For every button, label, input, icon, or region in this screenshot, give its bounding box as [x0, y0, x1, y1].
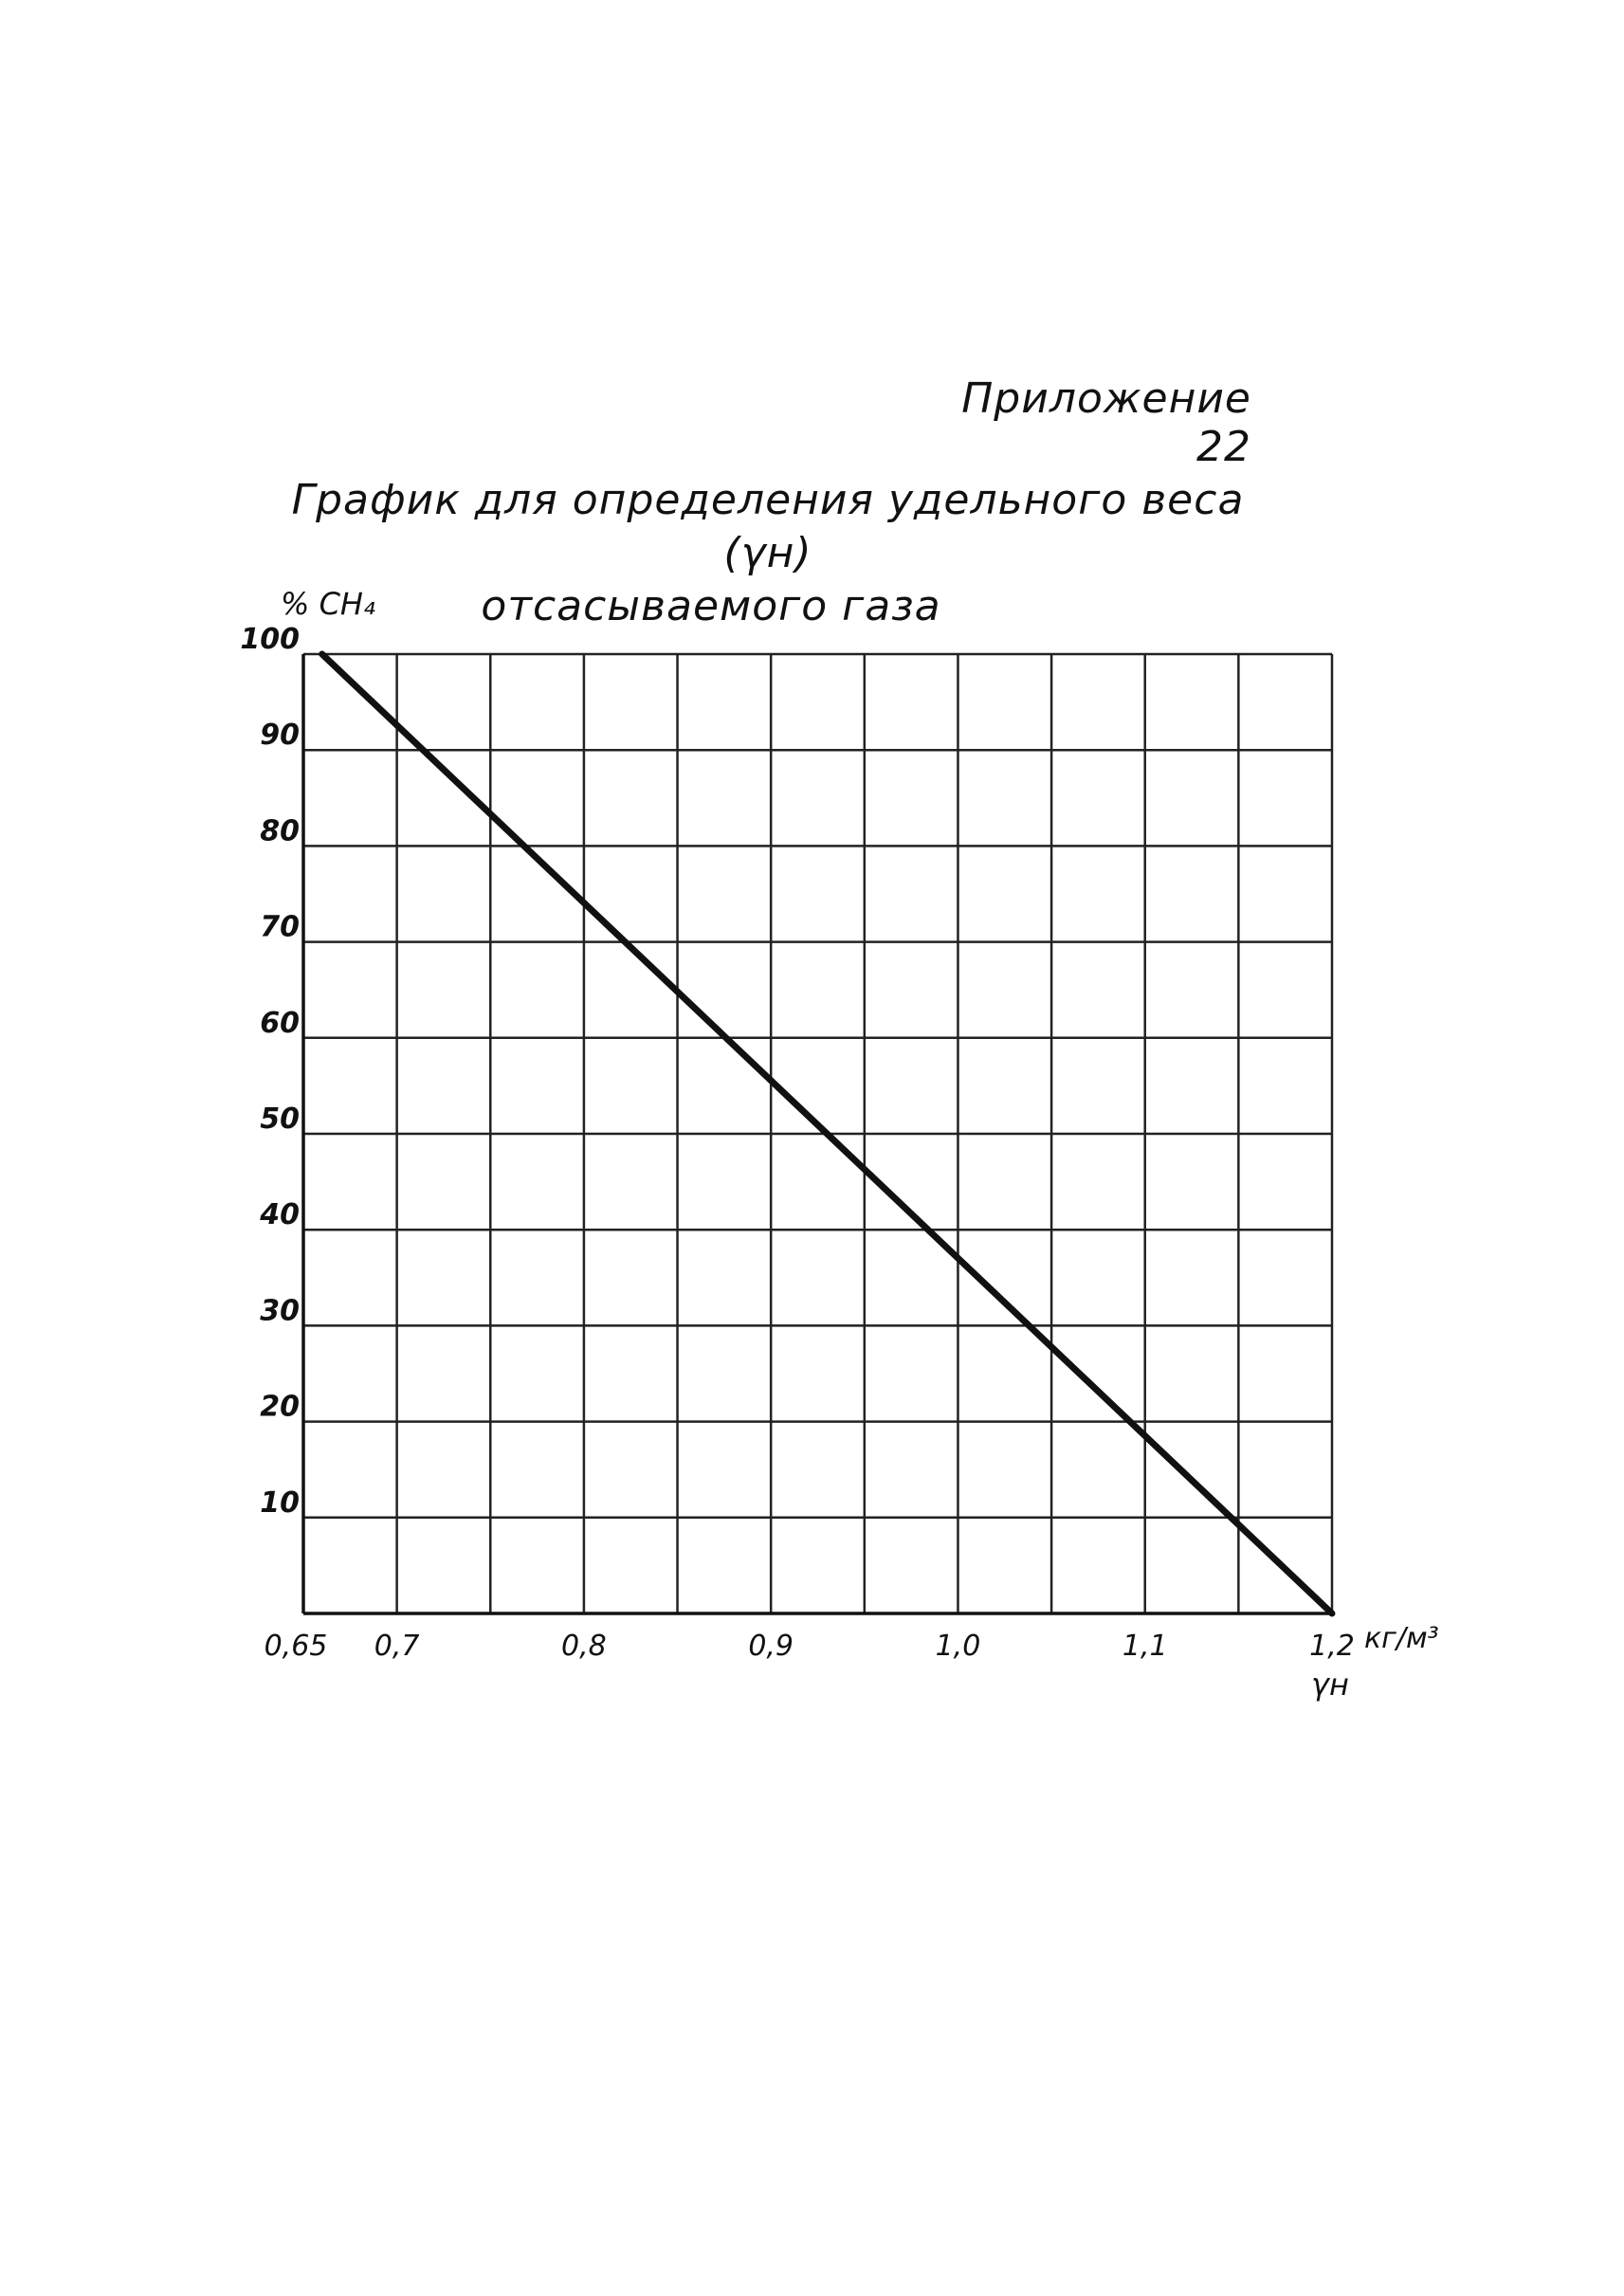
y-axis-label: % CH₄ [281, 586, 375, 622]
y-tick-label-2: 30 [260, 1294, 300, 1328]
chart-title-line1: График для определения удельного веса (γн) [291, 476, 1245, 577]
appendix-label: Приложение 22 [961, 374, 1251, 471]
x-tick-label-1: 0,7 [374, 1630, 420, 1663]
x-tick-label-5: 1,1 [1122, 1630, 1168, 1663]
x-axis-label: γн [1311, 1667, 1349, 1703]
y-tick-label-4: 50 [260, 1102, 300, 1136]
y-tick-label-1: 20 [260, 1390, 300, 1424]
y-tick-label-6: 70 [260, 910, 300, 944]
y-tick-label-9: 100 [240, 623, 300, 656]
x-unit-label: кг/м³ [1364, 1622, 1439, 1655]
x-tick-label-4: 1,0 [935, 1630, 981, 1663]
y-tick-label-8: 90 [260, 719, 300, 753]
y-tick-label-0: 10 [260, 1485, 300, 1520]
x-tick-label-3: 0,9 [748, 1630, 794, 1663]
x-tick-label-2: 0,8 [561, 1630, 607, 1663]
chart-title-line2: отсасываемого газа [481, 582, 941, 630]
y-tick-label-3: 40 [260, 1198, 300, 1232]
y-tick-label-5: 60 [260, 1006, 300, 1040]
x-tick-label-0: 0,65 [264, 1630, 328, 1663]
x-tick-label-6: 1,2 [1309, 1630, 1355, 1663]
y-tick-label-7: 80 [260, 814, 300, 848]
